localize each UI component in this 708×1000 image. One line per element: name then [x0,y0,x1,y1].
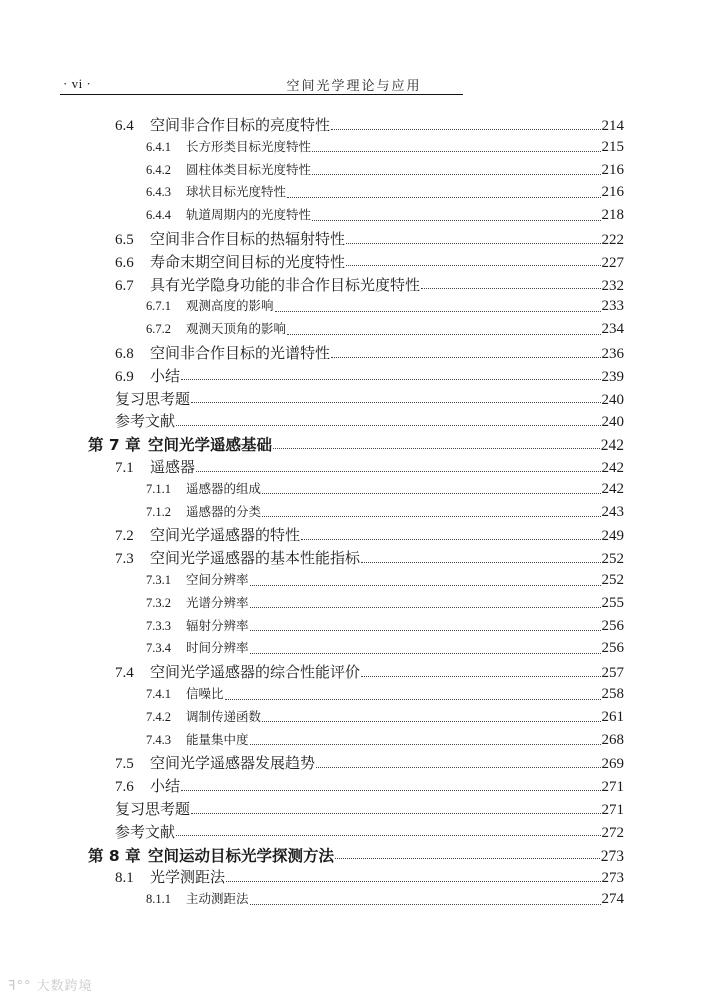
toc-entry-page-number: 271 [601,802,624,818]
toc-entry-number: 7.1.1 [146,481,171,496]
watermark-logo-icon: ꟻ°° [8,979,32,994]
toc-entry-number: 7.3.2 [146,595,171,610]
dot-leader [312,151,600,152]
toc-entry-title: 参考文献 [115,822,176,841]
toc-entry-number: 6.5 [115,232,134,248]
toc-entry-title: 空间光学遥感器发展趋势 [150,754,316,773]
toc-entry-section[interactable] [115,524,624,546]
toc-entry-page-number: 222 [601,232,624,248]
toc-entry-number: 7.1 [115,460,134,476]
toc-entry-number: 7.3.1 [146,573,171,587]
dot-leader [250,630,601,631]
toc-entry-page-number: 255 [601,594,624,611]
toc-entry-page-number: 239 [601,368,624,385]
toc-entry-number: 第 7 章 [88,436,141,455]
dot-leader [176,425,600,426]
toc-entry-page-number: 242 [601,460,624,476]
toc-entry-title: 空间光学遥感器的基本性能指标 [150,549,361,568]
toc-entry-page-number: 227 [601,254,624,271]
toc-entry-number: 7.4.2 [146,709,171,724]
toc-entry-section[interactable] [115,775,624,797]
toc-entry-page-number: 261 [601,708,624,725]
toc-entry-title: 空间光学遥感器的综合性能评价 [150,663,361,682]
toc-entry-title: 辐射分辨率 [186,617,249,633]
dot-leader [181,379,600,380]
toc-entry-section[interactable] [115,752,624,774]
toc-entry-page-number: 243 [601,503,624,520]
dot-leader [250,744,601,745]
toc-entry-title: 球状目标光度特性 [186,184,287,200]
toc-entry-number: 7.4.3 [146,732,171,747]
toc-entry-sub[interactable] [146,616,624,638]
dot-leader [262,516,600,517]
toc-entry-title: 参考文献 [115,412,176,431]
dot-leader [361,562,600,563]
dot-leader [225,699,601,700]
toc-entry-section[interactable] [115,228,624,250]
header-rule [60,94,463,95]
toc-entry-number: 6.4.1 [146,139,171,154]
toc-entry-page-number: 268 [601,731,624,748]
toc-entry-sub[interactable] [146,502,624,524]
toc-entry-page-number: 257 [601,665,624,682]
dot-leader [226,881,600,882]
toc-entry-section[interactable] [115,547,624,569]
dot-leader [335,858,600,859]
toc-entry-page-number: 274 [601,891,624,908]
toc-entry-page-number: 249 [601,528,624,545]
toc-entry-number: 7.3.3 [146,618,171,633]
dot-leader [316,767,600,768]
running-book-title: 空间光学理论与应用 [286,79,422,94]
toc-entry-title: 空间非合作目标的热辐射特性 [150,230,346,248]
toc-entry-sub[interactable] [146,889,624,911]
toc-entry-page-number: 234 [601,321,624,338]
toc-entry-page-number: 240 [601,391,624,408]
toc-entry-misc[interactable] [115,388,624,410]
toc-entry-chapter[interactable] [88,433,624,455]
dot-leader [275,311,601,312]
watermark-text: 大数跨境 [36,979,93,994]
toc-entry-chapter[interactable] [88,844,624,866]
toc-entry-page-number: 256 [601,640,624,657]
toc-entry-title: 小结 [150,366,181,385]
dot-leader [287,197,600,198]
toc-entry-section[interactable] [115,365,624,387]
toc-entry-section[interactable] [115,866,624,888]
toc-entry-number: 7.4.1 [146,687,171,701]
toc-entry-sub[interactable] [146,296,624,318]
toc-entry-number: 6.4.4 [146,208,171,223]
dot-leader [262,493,600,494]
dot-leader [312,174,600,175]
toc-entry-title: 寿命末期空间目标的光度特性 [150,252,346,271]
dot-leader [287,334,600,335]
toc-entry-sub[interactable] [146,593,624,615]
toc-entry-sub[interactable] [146,182,624,204]
toc-entry-title: 小结 [150,777,181,796]
dot-leader [331,129,600,130]
toc-entry-page-number: 258 [601,686,624,702]
toc-entry-page-number: 215 [601,138,624,155]
toc-entry-page-number: 242 [600,437,624,455]
toc-entry-page-number: 269 [601,756,624,773]
toc-entry-title: 光学测距法 [150,868,226,887]
dot-leader [421,288,600,289]
toc-entry-page-number: 272 [601,824,624,841]
toc-entry-number: 7.4 [115,665,134,682]
toc-entry-number: 6.7.2 [146,322,171,337]
toc-entry-page-number: 240 [601,414,624,431]
toc-entry-number: 6.9 [115,368,134,385]
toc-entry-title: 遥感器的组成 [186,480,262,496]
toc-entry-number: 6.8 [115,346,134,362]
toc-entry-number: 6.7 [115,277,134,294]
dot-leader [312,220,600,221]
toc-entry-number: 8.1.1 [146,892,171,907]
dot-leader [176,835,600,836]
toc-entry-section[interactable] [115,342,624,364]
toc-entry-title: 遥感器的分类 [186,503,262,519]
toc-entry-page-number: 214 [601,118,624,134]
dot-leader [181,790,600,791]
toc-entry-misc[interactable] [115,410,624,432]
toc-entry-page-number: 216 [601,161,624,178]
toc-entry-page-number: 271 [601,779,624,796]
toc-entry-section[interactable] [115,251,624,273]
toc-entry-title: 复习思考题 [115,800,191,818]
toc-entry-misc[interactable] [115,821,624,843]
toc-entry-section[interactable] [115,274,624,296]
toc-entry-page-number: 242 [601,480,624,497]
toc-entry-section[interactable] [115,456,624,478]
toc-entry-title: 空间光学遥感器的特性 [150,526,301,545]
toc-entry-sub[interactable] [146,479,624,501]
dot-leader [262,721,600,722]
toc-entry-title: 空间非合作目标的光谱特性 [150,344,331,362]
dot-leader [273,448,600,449]
dot-leader [250,607,601,608]
dot-leader [250,904,601,905]
dot-leader [361,676,600,677]
toc-entry-title: 复习思考题 [115,389,191,408]
toc-entry-number: 7.6 [115,779,134,796]
dot-leader [301,539,600,540]
toc-entry-title: 轨道周期内的光度特性 [186,207,312,223]
toc-entry-sub[interactable] [146,137,624,159]
toc-entry-section[interactable] [115,114,624,136]
toc-entry-title: 能量集中度 [186,731,249,747]
toc-entry-title: 光谱分辨率 [186,594,249,610]
toc-entry-sub[interactable] [146,684,624,706]
toc-entry-page-number: 273 [601,870,624,887]
toc-entry-title: 调制传递函数 [186,708,262,724]
dot-leader [191,402,600,403]
toc-entry-title: 长方形类目标光度特性 [186,138,312,154]
dot-leader [346,243,600,244]
toc-entry-page-number: 236 [601,346,624,362]
dot-leader [191,813,600,814]
page-folio: · vi · [63,76,92,91]
toc-entry-page-number: 273 [600,847,624,865]
toc-entry-sub[interactable] [146,205,624,227]
toc-entry-sub[interactable] [146,730,624,752]
dot-leader [346,265,600,266]
dot-leader [250,585,601,586]
toc-entry-title: 空间分辨率 [186,572,249,587]
toc-entry-number: 7.5 [115,756,134,773]
toc-entry-title: 时间分辨率 [186,640,249,656]
toc-entry-page-number: 252 [601,572,624,588]
toc-entry-sub[interactable] [146,707,624,729]
toc-entry-section[interactable] [115,661,624,683]
toc-entry-number: 6.4.2 [146,162,171,177]
toc-entry-number: 7.1.2 [146,504,171,519]
toc-entry-number: 第 8 章 [88,846,141,865]
toc-entry-number: 6.7.1 [146,299,171,314]
toc-entry-title: 主动测距法 [186,891,249,907]
dot-leader [331,357,600,358]
toc-entry-sub[interactable] [146,160,624,182]
toc-entry-page-number: 218 [601,207,624,224]
watermark [8,975,93,994]
toc-entry-number: 6.4.3 [146,185,171,200]
toc-entry-misc[interactable] [115,798,624,820]
toc-entry-title: 空间非合作目标的亮度特性 [150,116,331,134]
toc-entry-title: 圆柱体类目标光度特性 [186,161,312,177]
toc-entry-page-number: 216 [601,184,624,201]
toc-entry-sub[interactable] [146,570,624,592]
toc-entry-title: 空间光学遥感基础 [148,436,273,455]
toc-entry-title: 遥感器 [150,458,196,476]
toc-entry-sub[interactable] [146,638,624,660]
toc-entry-number: 7.3.4 [146,641,171,656]
toc-entry-number: 6.4 [115,118,134,134]
toc-entry-sub[interactable] [146,319,624,341]
toc-entry-title: 空间运动目标光学探测方法 [148,846,335,865]
toc-entry-number: 7.3 [115,551,134,568]
dot-leader [196,471,600,472]
toc-entry-title: 具有光学隐身功能的非合作目标光度特性 [150,275,421,294]
toc-entry-number: 7.2 [115,528,134,545]
toc-entry-number: 8.1 [115,870,134,887]
toc-entry-page-number: 232 [601,277,624,294]
toc-entry-title: 信噪比 [186,686,224,701]
toc-entry-title: 观测天顶角的影响 [186,321,287,337]
dot-leader [250,653,601,654]
toc-entry-page-number: 252 [601,551,624,568]
toc-entry-page-number: 256 [601,617,624,634]
toc-entry-page-number: 233 [601,298,624,315]
toc-entry-number: 6.6 [115,254,134,271]
toc-entry-title: 观测高度的影响 [186,298,274,314]
